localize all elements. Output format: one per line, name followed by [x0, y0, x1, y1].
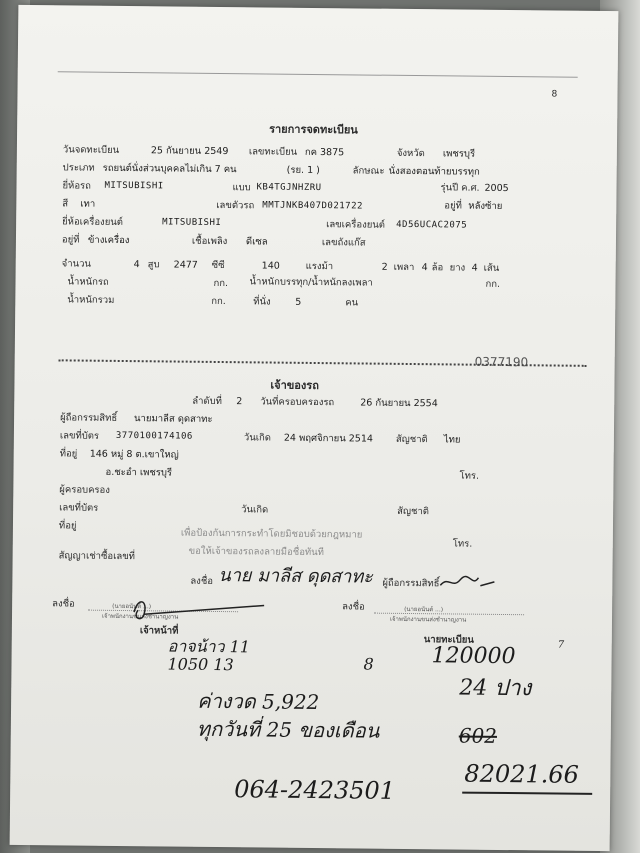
registration-title: รายการจดทะเบียน — [269, 122, 358, 137]
engine-location-value: ข้างเครื่อง — [87, 234, 130, 247]
nationality-label-2: สัญชาติ — [397, 505, 430, 518]
date-value: 25 กันยายน 2549 — [150, 145, 229, 158]
chassis-location-label: อยู่ที่ — [444, 200, 462, 212]
hand-line1-mark: 7 — [557, 639, 565, 651]
weight-label: น้ำหนักรถ — [67, 276, 109, 288]
seats-label: ที่นั่ง — [253, 296, 271, 308]
engine-location-label: อยู่ที่ — [61, 234, 80, 246]
owner-signature-mark — [438, 571, 498, 594]
model-year-value: 2005 — [484, 182, 509, 195]
reg-no-label: เลขทะเบียน — [248, 146, 298, 158]
sign-right-role: นายทะเบียน — [423, 634, 474, 646]
hand-line4: ทุกวันที่ 25 ของเดือน — [196, 716, 380, 743]
engine-brand-value: MITSUBISHI — [162, 217, 222, 229]
top-border — [58, 71, 578, 77]
tires-value: 4 — [471, 262, 478, 274]
seats-unit: คน — [345, 297, 359, 309]
address-line1: 146 หมู่ 8 ต.เขาใหญ่ — [89, 448, 179, 461]
possess-date-value: 26 กันยายน 2554 — [360, 397, 438, 410]
hand-phone: 064-2423501 — [234, 775, 396, 805]
tires-label: ยาง — [449, 262, 466, 274]
owner-sign-role: ผู้ถือกรรมสิทธิ์ — [382, 577, 440, 590]
chassis-location-value: หลังซ้าย — [468, 200, 503, 212]
hp-unit: แรงม้า — [305, 260, 334, 273]
sign-right-line — [374, 613, 524, 616]
wheels-value: 4 — [421, 262, 428, 274]
phone-label-2: โทร. — [452, 538, 473, 550]
birth-label-2: วันเกิด — [241, 504, 269, 516]
owner-value: นายมาลีส ดุดสาทะ — [134, 413, 213, 425]
code-value: (รย. 1 ) — [286, 164, 320, 177]
owner-label: ผู้ถือกรรมสิทธิ์ — [60, 412, 118, 424]
owner-signature: นาย มาลีส ดุดสาทะ — [218, 565, 373, 588]
stamp-right-1: (นายอนันต์ ...) — [404, 605, 444, 614]
possessor-label: ผู้ครอบครอง — [59, 484, 110, 496]
weight-unit: กก. — [213, 277, 229, 290]
date-label: วันจดทะเบียน — [62, 144, 120, 156]
amount-underline — [462, 792, 592, 795]
hand-line2-right: 24 ปาง — [459, 675, 532, 702]
type-label: ประเภท — [62, 162, 95, 174]
engine-no-label: เลขเครื่องยนต์ — [326, 219, 386, 231]
province-value: เพชรบุรี — [442, 148, 476, 160]
id-label: เลขที่บัตร — [59, 430, 100, 442]
reg-no-value: กค 3875 — [304, 146, 345, 159]
gross-label: น้ำหนักรวม — [67, 294, 115, 306]
load-unit: กก. — [485, 278, 501, 290]
address-label-2: ที่อยู่ — [58, 520, 77, 532]
page-number: 8 — [551, 89, 558, 100]
hand-line3: ค่างวด 5,922 — [197, 688, 320, 715]
serial-partial: 0377190 — [474, 354, 529, 370]
order-value: 2 — [236, 396, 243, 408]
hire-purchase-label: สัญญาเช่าซื้อเลขที่ — [58, 550, 136, 563]
tires-unit: เส้น — [483, 262, 500, 274]
order-label: ลำดับที่ — [192, 395, 222, 408]
sign-right-label: ลงชื่อ — [342, 601, 365, 613]
load-label: น้ำหนักบรรทุก/น้ำหนักลงเพลา — [249, 276, 373, 289]
birth-label: วันเกิด — [243, 432, 271, 444]
axles-unit: เพลา — [393, 261, 415, 274]
address-line2: อ.ชะอำ เพชรบุรี — [105, 466, 173, 479]
birth-value: 24 พฤศจิกายน 2514 — [283, 432, 374, 445]
id-value: 3770100174106 — [115, 430, 193, 442]
color-label: สี — [62, 198, 69, 210]
engine-brand-label: ยี่ห้อเครื่องยนต์ — [62, 216, 124, 228]
axles-value: 2 — [381, 261, 388, 273]
hand-line1-right: 8 — [363, 654, 374, 674]
id-label-2: เลขที่บัตร — [59, 502, 99, 514]
cc-value: 2477 — [173, 259, 198, 271]
nationality-value: ไทย — [443, 434, 461, 446]
cylinders-value: 4 — [133, 259, 140, 271]
type-value: รถยนต์นั่งส่วนบุคคลไม่เกิน 7 คน — [102, 162, 237, 176]
owner-sign-label: ลงชื่อ — [190, 575, 214, 587]
notice-line2: ขอให้เจ้าของรถลงลายมือชื่อทันที — [188, 545, 325, 559]
hand-line2-left: 1050 13 — [167, 654, 234, 675]
fuel-label: เชื้อเพลิง — [191, 235, 228, 248]
model-value: KB4TGJNHZRU — [256, 182, 322, 194]
hp-value: 140 — [261, 260, 280, 272]
sign-left-role: เจ้าหน้าที่ — [139, 625, 179, 637]
stamp-right-2: เจ้าพนักงานขนส่งชำนาญงาน — [389, 615, 467, 624]
model-label: แบบ — [232, 182, 251, 194]
stamp-left-2: เจ้าพนักงานขนส่งชำนาญงาน — [101, 612, 179, 621]
possess-date-label: วันที่ครอบครองรถ — [260, 396, 335, 409]
address-label: ที่อยู่ — [59, 448, 78, 460]
wheels-unit: ล้อ — [431, 262, 444, 274]
registration-document — [10, 5, 619, 851]
hand-line4-right: 602 — [458, 723, 498, 748]
notice-line1: เพื่อป้องกันการกระทำโดยมิชอบด้วยกฎหมาย — [180, 527, 363, 541]
style-label: ลักษณะ — [352, 165, 385, 177]
brand-label: ยี่ห้อรถ — [62, 180, 91, 192]
province-label: จังหวัด — [396, 147, 425, 160]
hand-line1-left: อาจน้าว 11 — [167, 636, 251, 657]
count-label: จำนวน — [61, 258, 91, 270]
style-value: นั่งสองตอนท้ายบรรทุก — [388, 165, 480, 178]
gross-unit: กก. — [211, 295, 226, 308]
nationality-label: สัญชาติ — [395, 433, 428, 446]
hand-amount: 82021.66 — [464, 759, 580, 789]
cylinders-unit: สูบ — [147, 259, 160, 271]
model-year-label: รุ่นปี ค.ศ. — [440, 182, 480, 194]
fuel-value: ดีเซล — [245, 236, 268, 248]
engine-no-value: 4D56UCAC2075 — [396, 219, 468, 231]
stamp-left-1: (นายอนันต์ ...) — [112, 602, 152, 611]
owner-title: เจ้าของรถ — [270, 378, 319, 393]
chassis-value: MMTJNKB407D021722 — [262, 200, 363, 212]
cc-unit: ซีซี — [211, 259, 225, 272]
color-value: เทา — [80, 198, 96, 210]
sign-left-label: ลงชื่อ — [52, 598, 75, 610]
phone-label: โทร. — [459, 470, 480, 482]
gas-tank-label: เลขถังแก๊ส — [321, 237, 366, 249]
hand-line1-num: 120000 — [431, 643, 516, 670]
seats-value: 5 — [295, 296, 302, 308]
brand-value: MITSUBISHI — [104, 180, 164, 192]
chassis-label: เลขตัวรถ — [216, 199, 255, 212]
